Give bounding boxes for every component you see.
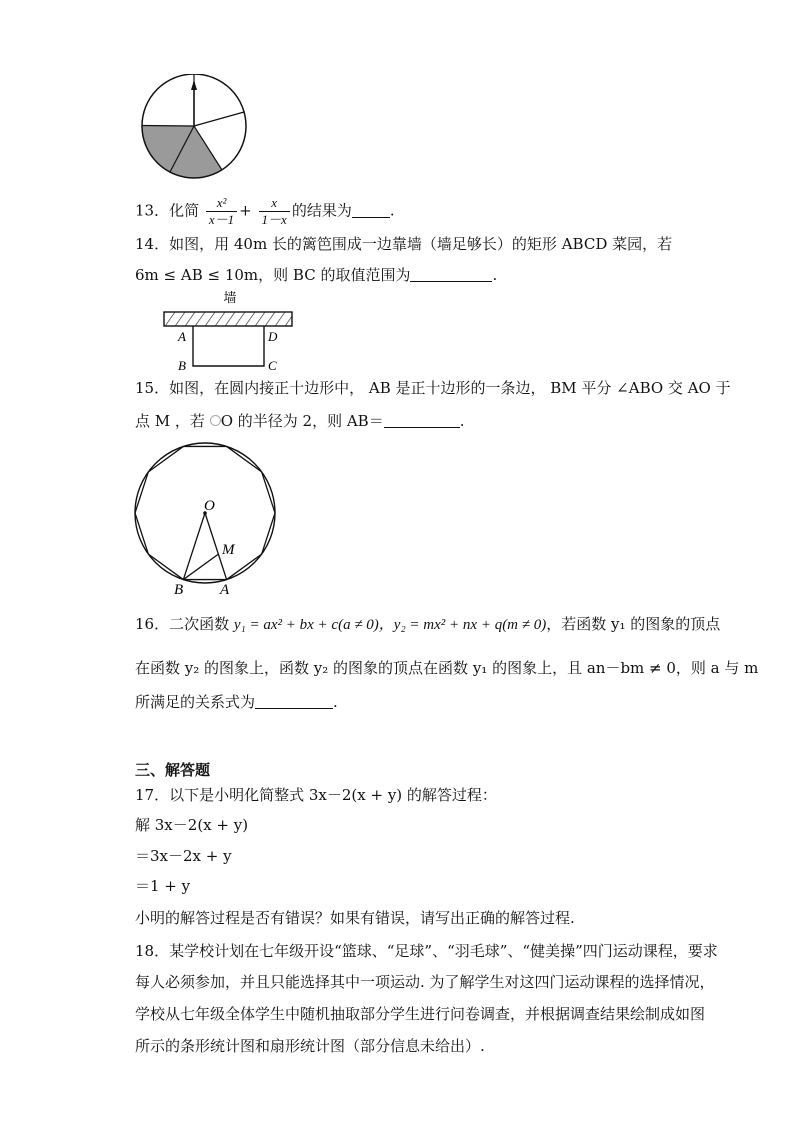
label-B: B (178, 358, 186, 373)
label-A: A (178, 329, 186, 344)
question-17-step-1: 解 3x－2(x + y) (135, 816, 249, 834)
answer-blank (255, 694, 333, 709)
circle-symbol-icon (210, 415, 221, 426)
question-14-line-1: 14．如图，用 40m 长的篱笆围成一边靠墙（墙足够长）的矩形 ABCD 菜园，若 (135, 235, 673, 253)
question-15-line-1: 15．如图，在圆内接正十边形中， AB 是正十边形的一条边， BM 平分 ∠ABO 交 AO 于 (135, 379, 731, 397)
fraction-2: $\frac{x}{1-x}$ (259, 195, 290, 228)
answer-blank (410, 267, 492, 282)
spinner-figure (136, 74, 252, 180)
question-13: 13．化简 $\frac{\text{x²}}{x-1}$ + $\frac{x}{1-x}$ 的结果为 . (135, 195, 395, 227)
question-17-line-1: 17．以下是小明化简整式 3x－2(x + y) 的解答过程： (135, 786, 497, 804)
question-14-line-2: 6m ≤ AB ≤ 10m，则 BC 的取值范围为 . (135, 266, 498, 284)
question-17-question: 小明的解答过程是否有错误？如果有错误，请写出正确的解答过程. (135, 909, 575, 927)
question-16-line-3: 所满足的关系式为 . (135, 693, 338, 711)
label-A: A (220, 582, 230, 598)
label-D: D (268, 329, 278, 344)
answer-blank (384, 413, 460, 428)
question-17-step-2: ＝3x－2x + y (135, 847, 232, 865)
section-title: 三、解答题 (135, 761, 211, 779)
question-18-line-2: 每人必须参加，并且只能选择其中一项运动. 为了解学生对这四门运动课程的选择情况， (135, 973, 715, 991)
label-B: B (174, 582, 184, 598)
fraction-1: $\frac{\text{x²}}{x-1}$ (206, 195, 237, 228)
answer-blank (352, 203, 390, 218)
question-15-line-2: 点 M ，若 O 的半径为 2，则 AB＝ . (135, 412, 465, 430)
wall-label: 墙 (223, 290, 237, 305)
label-C: C (268, 358, 277, 373)
question-18-line-4: 所示的条形统计图和扇形统计图（部分信息未给出）. (135, 1037, 485, 1055)
question-18-line-3: 学校从七年级全体学生中随机抽取部分学生进行问卷调查，并根据调查结果绘制成如图 (135, 1005, 706, 1023)
question-16-line-2: 在函数 y₂ 的图象上，函数 y₂ 的图象的顶点在函数 y₁ 的图象上，且 an－bm ≠ 0，则 a 与 m (135, 659, 759, 677)
question-16-line-1: 16．二次函数 y₁ = ax² + bx + c(a ≠ 0)，y₂ = mx² + nx + q(m ≠ 0)，若函数 y₁ 的图象的顶点 (135, 615, 721, 633)
label-M: M (222, 542, 235, 558)
fence-figure (160, 290, 300, 374)
question-18-line-1: 18．某学校计划在七年级开设“篮球、“足球”、“羽毛球”、“健美操”四门运动课程，要求 (135, 942, 718, 960)
question-17-step-3: ＝1 + y (135, 877, 191, 895)
label-O: O (204, 498, 215, 514)
decagon-figure (134, 436, 280, 600)
